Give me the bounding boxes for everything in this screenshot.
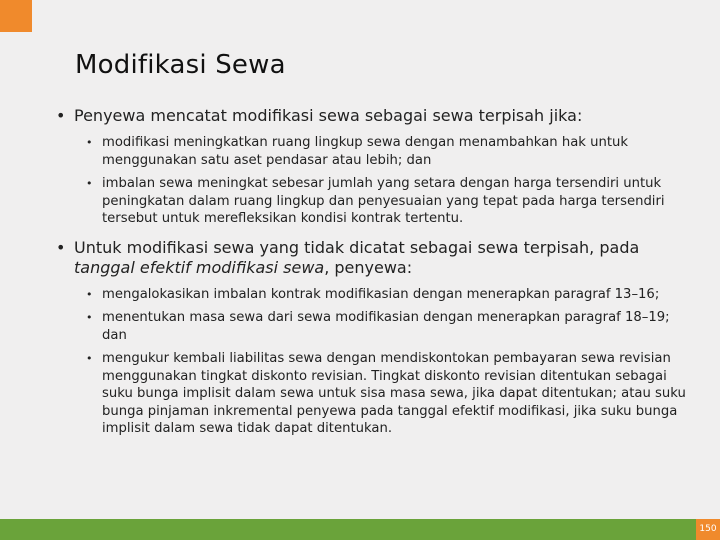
bullet-dot: • bbox=[86, 287, 93, 301]
bullet-dot: • bbox=[56, 237, 66, 257]
bullet-1-sub-1 bbox=[56, 134, 696, 169]
bullet-1-sub-2-text: imbalan sewa meningkat sebesar jumlah yang setara dengan harga tersendiri untuk peningkatan dalam ruang lingkup dan penyesuaian yang tepat pada harga tersendiri tersebut untuk merefleksikan kondisi kontrak tertentu. bbox=[102, 176, 665, 226]
bullet-dot: • bbox=[86, 311, 93, 324]
bullet-dot: • bbox=[86, 136, 93, 149]
slide-title: Modifikasi Sewa bbox=[75, 50, 286, 80]
bullet-2-sub-1-text: mengalokasikan imbalan kontrak modifikasian dengan menerapkan paragraf 13–16; bbox=[102, 286, 660, 302]
bullet-dot: • bbox=[86, 352, 93, 365]
bullet-2-text-italic: tanggal efektif modifikasi sewa bbox=[74, 257, 325, 277]
bullet-2-text-pre: Untuk modifikasi sewa yang tidak dicatat sebagai sewa terpisah, pada bbox=[74, 237, 640, 257]
bullet-dot: • bbox=[86, 177, 93, 190]
bullet-1-sub-2 bbox=[56, 175, 696, 228]
bullet-dot: • bbox=[56, 106, 66, 125]
corner-accent bbox=[0, 0, 32, 32]
bullet-2 bbox=[56, 238, 696, 278]
bullet-2-text-post: , penyewa: bbox=[324, 257, 413, 277]
bullet-2-sub-2 bbox=[56, 309, 696, 344]
bullet-1-sub-1-text: modifikasi meningkatkan ruang lingkup sewa dengan menambahkan hak untuk menggunakan satu aset pendasar atau lebih; dan bbox=[102, 135, 628, 168]
bullet-1 bbox=[56, 106, 696, 126]
bullet-2-sub-3 bbox=[56, 350, 696, 438]
page-number: 150 bbox=[696, 519, 720, 540]
bullet-2-sub-2-text: menentukan masa sewa dari sewa modifikasian dengan menerapkan paragraf 18–19; dan bbox=[102, 310, 670, 343]
bullet-1-text: Penyewa mencatat modifikasi sewa sebagai sewa terpisah jika: bbox=[74, 106, 583, 125]
bullet-2-sub-3-text: mengukur kembali liabilitas sewa dengan mendiskontokan pembayaran sewa revisian menggunakan tingkat diskonto revisian. Tingkat diskonto revisian ditentukan sebagai suku bunga implisit dalam sewa untuk sisa masa sewa, jika dapat ditentukan; atau suku bunga pinjaman inkremental penyewa pada tanggal efektif modifikasi, jika suku bunga implisit dalam sewa tidak dapat ditentukan. bbox=[102, 351, 686, 436]
bullet-2-sub-1 bbox=[56, 286, 696, 304]
slide-content bbox=[56, 106, 696, 438]
footer-bar bbox=[0, 519, 720, 540]
